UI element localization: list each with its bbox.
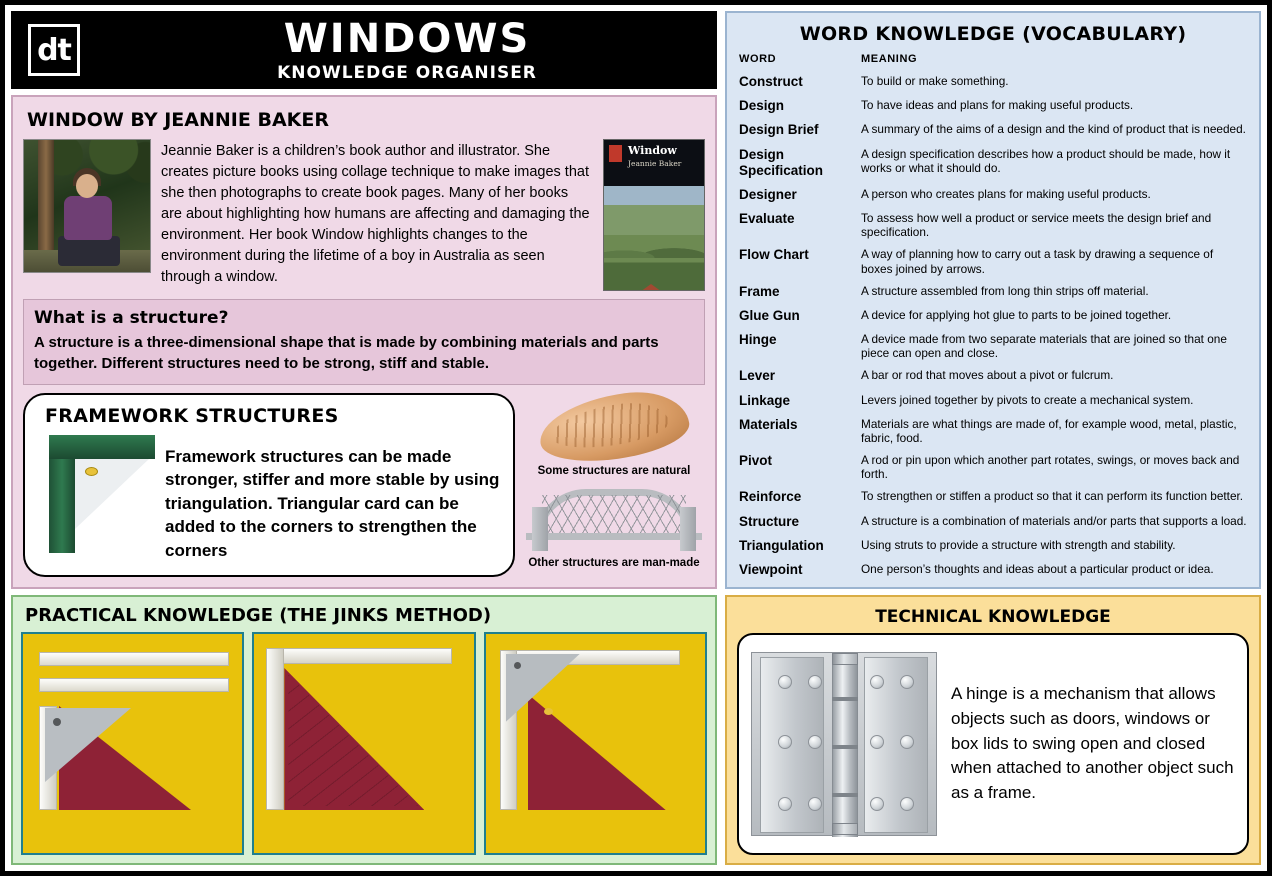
practical-knowledge-title: PRACTICAL KNOWLEDGE (THE JINKS METHOD)	[25, 605, 492, 626]
vocab-word: Glue Gun	[739, 307, 800, 323]
practical-photo-step-2	[252, 632, 475, 855]
card-strip-vertical	[266, 648, 284, 810]
page-title: WINDOWS	[283, 15, 531, 62]
vocab-meaning: A structure assembled from long thin strips off material.	[861, 283, 1149, 298]
screw-hole	[870, 797, 884, 811]
screw-hole	[778, 797, 792, 811]
practical-photo-step-1	[21, 632, 244, 855]
card-strip	[39, 678, 229, 692]
vocab-word: Pivot	[739, 453, 773, 469]
bottom-section	[11, 595, 1261, 865]
bridge-pylon-left	[532, 507, 548, 551]
framework-text: Framework structures can be made stronger, stiffer and more stable by using triangulation. Triangular card can be added to the corners to strengthen the corners	[165, 447, 500, 560]
technical-knowledge-card	[737, 633, 1249, 855]
bridge-illustration	[526, 481, 702, 551]
vocab-meaning: A device made from two separate materials that are joined so that one piece can open and close.	[861, 332, 1227, 361]
header-bar	[11, 11, 717, 89]
table-row	[737, 330, 1249, 366]
cover-title: Window	[628, 144, 677, 157]
table-row	[737, 145, 1249, 185]
hinge-illustration	[751, 652, 937, 836]
screw-hole	[778, 735, 792, 749]
glue-dot-icon	[85, 467, 98, 476]
table-row	[737, 120, 1249, 144]
column-header-meaning: MEANING	[861, 53, 918, 65]
table-row	[737, 512, 1249, 536]
pivot-hole	[53, 718, 61, 726]
card-strip-horizontal	[266, 648, 452, 664]
bridge-deck	[526, 533, 702, 540]
vocab-meaning: Levers joined together by pivots to create a mechanical system.	[861, 392, 1194, 407]
vocab-word: Flow Chart	[739, 247, 809, 263]
table-row	[737, 209, 1249, 245]
vocab-word: Evaluate	[739, 211, 795, 227]
vocab-meaning: To strengthen or stiffen a product so that it can perform its function better.	[861, 489, 1244, 504]
author-legs	[58, 236, 120, 266]
cover-top-band	[604, 140, 704, 186]
cover-house-roof	[629, 284, 673, 291]
author-head	[76, 174, 98, 198]
natural-structures-caption: Some structures are natural	[537, 465, 691, 477]
vocabulary-title: WORD KNOWLEDGE (VOCABULARY)	[799, 23, 1187, 45]
hinge-pin-top	[832, 653, 858, 665]
table-row	[737, 72, 1249, 96]
vocab-meaning: To build or make something.	[861, 74, 1009, 88]
author-photo	[23, 139, 151, 273]
vocabulary-panel	[725, 11, 1261, 589]
structure-question: What is a structure?	[34, 308, 229, 328]
vocab-word: Linkage	[739, 392, 791, 408]
table-row	[737, 245, 1249, 281]
table-row	[737, 366, 1249, 390]
bridge-pylon-right	[680, 507, 696, 551]
card-strip	[39, 652, 229, 666]
vocab-word: Materials	[739, 416, 798, 432]
column-header-word: WORD	[739, 53, 777, 65]
table-row	[737, 560, 1249, 584]
screw-hole	[900, 797, 914, 811]
cover-hills	[604, 238, 704, 258]
screw-hole	[900, 735, 914, 749]
pivot-hole	[514, 662, 521, 669]
hinge-knuckle	[832, 745, 858, 749]
pink-content-panel	[11, 95, 717, 589]
vocab-word: Triangulation	[739, 537, 824, 553]
manmade-structures-caption: Other structures are man-made	[528, 557, 700, 569]
table-row	[737, 536, 1249, 560]
vocab-meaning: A design specification describes how a product should be made, how it works or what it should do.	[861, 146, 1231, 175]
vocab-meaning: A rod or pin upon which another part rotates, swings, or moves back and forth.	[861, 453, 1240, 482]
vocab-meaning: A bar or rod that moves about a pivot or fulcrum.	[861, 368, 1114, 383]
vocab-word: Design Specification	[739, 146, 824, 178]
page-subtitle: KNOWLEDGE ORGANISER	[277, 62, 537, 83]
technical-knowledge-title: TECHNICAL KNOWLEDGE	[875, 607, 1111, 627]
vocab-meaning: A person who creates plans for making useful products.	[861, 186, 1151, 201]
vocab-word: Frame	[739, 283, 780, 299]
structure-definition-box	[23, 299, 705, 385]
vocab-word: Design	[739, 98, 785, 114]
table-row	[737, 282, 1249, 306]
bridge-truss	[542, 495, 686, 535]
vocab-meaning: One person’s thoughts and ideas about a particular product or idea.	[861, 562, 1214, 576]
book-cover-image	[603, 139, 705, 291]
book-section	[23, 107, 705, 291]
top-section	[11, 11, 1261, 589]
vocab-meaning: A structure is a combination of materials and/or parts that supports a load.	[861, 513, 1247, 528]
table-row	[737, 451, 1249, 487]
practical-photo-step-3	[484, 632, 707, 855]
vocab-meaning: A summary of the aims of a design and the kind of product that is needed.	[861, 122, 1246, 137]
hinge-knuckle	[832, 793, 858, 797]
screw-hole	[870, 675, 884, 689]
vocab-word: Structure	[739, 513, 800, 529]
vocab-meaning: To assess how well a product or service meets the design brief and specification.	[861, 211, 1212, 240]
book-section-heading: WINDOW BY JEANNIE BAKER	[27, 109, 329, 131]
framework-structures-card	[23, 393, 515, 577]
structure-answer: A structure is a three-dimensional shape that is made by combining materials and parts together. Different structures need to be strong, stiff and stable.	[34, 334, 659, 372]
vocab-word: Designer	[739, 186, 797, 202]
vocab-word: Hinge	[739, 332, 777, 348]
table-header-row	[737, 53, 1249, 72]
screw-hole	[900, 675, 914, 689]
vocab-meaning: Materials are what things are made of, for example wood, metal, plastic, fabric, food.	[861, 416, 1237, 445]
cover-artwork	[604, 186, 704, 291]
book-section-body	[23, 139, 705, 291]
structure-examples-column	[523, 393, 705, 577]
left-column	[11, 11, 717, 589]
table-row	[737, 391, 1249, 415]
vocabulary-table	[737, 53, 1249, 584]
frame-horizontal-strip	[49, 435, 155, 459]
framework-row	[23, 393, 705, 577]
screw-hole	[808, 797, 822, 811]
practical-photo-row	[21, 632, 707, 855]
book-description: Jeannie Baker is a children’s book author and illustrator. She creates picture books using collage technique to make images that she then photographs to create book pages. Many of her books are about highlighting how humans are affecting and damaging the environment. Her book Window highlights changes to the environment during the lifetime of a boy in Australia as seen through a window.	[161, 143, 590, 286]
screw-hole	[808, 675, 822, 689]
technical-knowledge-text: A hinge is a mechanism that allows objects such as doors, windows or box lids to swing open and closed when attached to another object such as a frame.	[951, 684, 1234, 802]
screw-hole	[778, 675, 792, 689]
screw-hole	[870, 735, 884, 749]
author-body	[64, 196, 112, 240]
hinge-pin-bottom	[832, 823, 858, 835]
vocab-word: Reinforce	[739, 489, 802, 505]
table-row	[737, 487, 1249, 511]
vocab-word: Viewpoint	[739, 562, 803, 577]
vocab-word: Construct	[739, 74, 803, 89]
vocab-meaning: A way of planning how to carry out a task by drawing a sequence of boxes joined by arrows.	[861, 247, 1214, 276]
practical-knowledge-panel	[11, 595, 717, 865]
vocab-meaning: To have ideas and plans for making useful products.	[861, 98, 1134, 113]
dt-logo	[11, 11, 97, 89]
glue-dot-icon	[544, 708, 553, 715]
framework-title: FRAMEWORK STRUCTURES	[45, 405, 339, 427]
table-row	[737, 415, 1249, 451]
title-block	[97, 11, 717, 89]
table-row	[737, 306, 1249, 330]
vocab-word: Lever	[739, 368, 776, 384]
screw-hole	[808, 735, 822, 749]
framework-body	[37, 431, 501, 567]
shell-illustration	[535, 385, 692, 469]
cover-author: Jeannie Baker	[628, 159, 682, 168]
cover-badge-icon	[609, 145, 622, 162]
vocab-meaning: Using struts to provide a structure with strength and stability.	[861, 537, 1176, 552]
framework-corner-illustration	[37, 431, 157, 567]
vocab-word: Design Brief	[739, 122, 819, 138]
technical-knowledge-panel	[725, 595, 1261, 865]
vocab-meaning: A device for applying hot glue to parts to be joined together.	[861, 307, 1172, 322]
logo-text: dt	[28, 24, 80, 76]
hinge-knuckle	[832, 697, 858, 701]
table-row	[737, 96, 1249, 120]
table-row	[737, 185, 1249, 209]
